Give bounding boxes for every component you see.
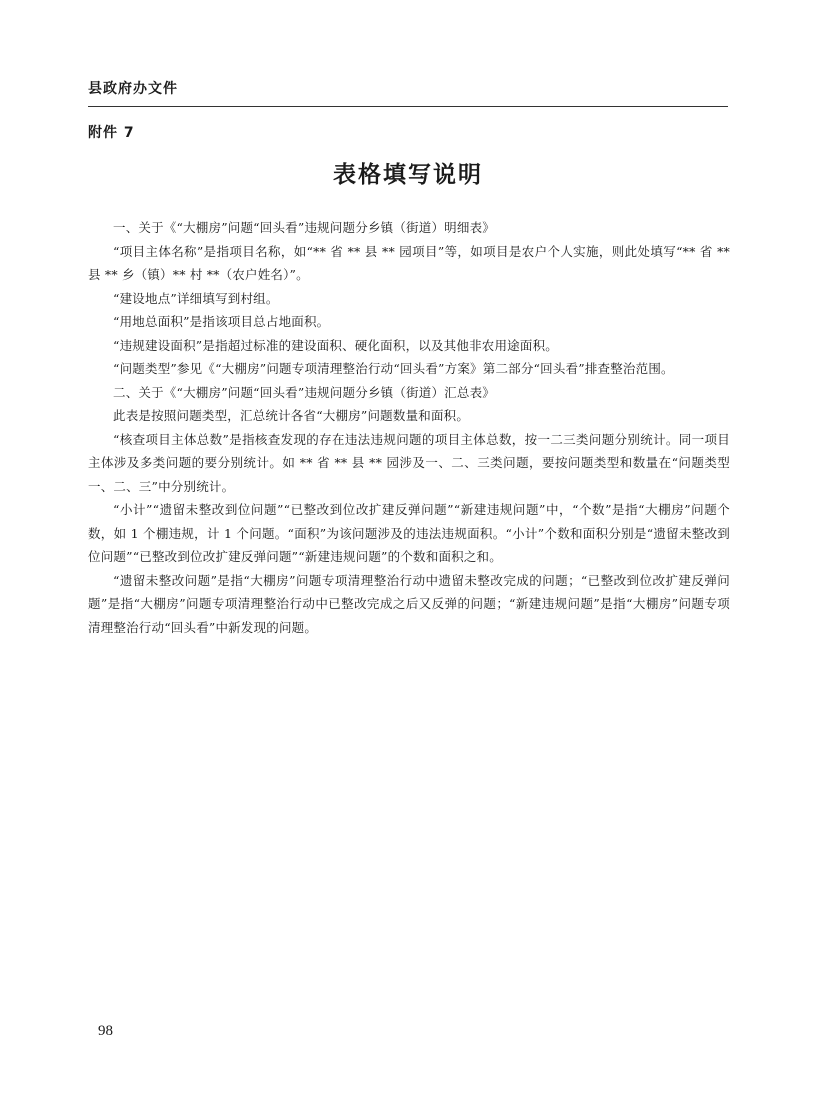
section-heading-1: 一、关于《“大棚房”问题“回头看”违规问题分乡镇（街道）明细表》	[113, 220, 495, 235]
page-header	[88, 80, 728, 107]
paragraph-problem-type: “问题类型”参见《“大棚房”问题专项清理整治行动“回头看”方案》第二部分“回头看”排查整治范围。	[113, 361, 674, 376]
paragraph-subtotal: “小计”“遗留未整改到位问题”“已整改到位改扩建反弹问题”“新建违规问题”中，“个数”是指“大棚房”问题个数，如 1 个棚违规，计 1 个问题。“面积”为该问题涉及的违法违规面积。“小计”个数和面积分别是“遗留未整改到位问题”“已整改到位改扩建反弹问题”“新建违规问题”的个数和面积之和。	[88, 502, 730, 564]
paragraph-violation-area: “违规建设面积”是指超过标准的建设面积、硬化面积，以及其他非农用途面积。	[113, 337, 558, 353]
paragraph-summary-intro: 此表是按照问题类型，汇总统计各省“大棚房”问题数量和面积。	[113, 408, 470, 423]
paragraph-total-count: “核查项目主体总数”是指核查发现的存在违法违规问题的项目主体总数，按一二三类问题分别统计。同一项目主体涉及多类问题的要分别统计。如 ** 省 ** 县 ** 园涉及一、二、三类问题，要按问题类型和数量在“问题类型一、二、三”中分别统计。	[88, 431, 730, 494]
paragraph-problem-definitions: “遗留未整改问题”是指“大棚房”问题专项清理整治行动中遗留未整改完成的问题；“已整改到位改扩建反弹问题”是指“大棚房”问题专项清理整治行动中已整改完成之后又反弹的问题；“新建违规问题”是指“大棚房”问题专项清理整治行动“回头看”中新发现的问题。	[88, 572, 730, 635]
annex-label: 附件 7	[88, 125, 135, 141]
paragraph-project-name: “项目主体名称”是指项目名称，如“** 省 ** 县 ** 园项目”等，如项目是农户个人实施，则此处填写“** 省 ** 县 ** 乡（镇）** 村 **（农户姓名）”。	[88, 243, 730, 282]
paragraph-location: “建设地点”详细填写到村组。	[113, 290, 279, 306]
header-title: 县政府办文件	[88, 81, 178, 97]
page-number: 98	[98, 1023, 113, 1039]
paragraph-total-area: “用地总面积”是指该项目总占地面积。	[113, 314, 330, 329]
body-text	[88, 216, 730, 639]
document-title: 表格填写说明	[333, 161, 483, 188]
section-heading-2: 二、关于《“大棚房”问题“回头看”违规问题分乡镇（街道）汇总表》	[113, 384, 495, 400]
